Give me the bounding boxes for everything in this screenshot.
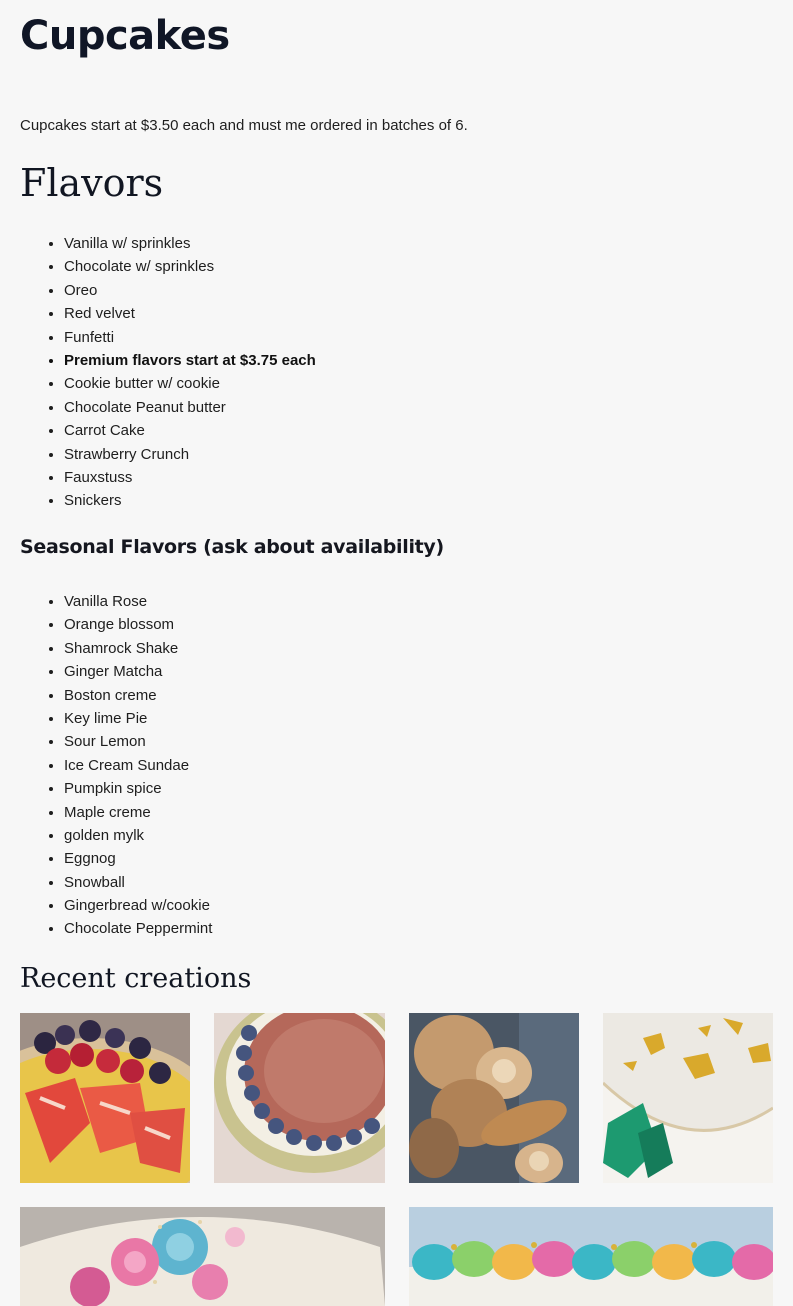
seasonal-flavor-item: • Eggnog (64, 847, 212, 870)
flavor-item: • Fauxstuss (64, 466, 316, 489)
seasonal-flavor-item: • Ginger Matcha (64, 660, 212, 683)
flavor-item: • Snickers (64, 489, 316, 512)
seasonal-flavors-heading: Seasonal Flavors (ask about availability) (20, 536, 444, 558)
flavor-item: • Carrot Cake (64, 419, 316, 442)
gallery-photo-fruit-tart[interactable] (20, 1013, 190, 1183)
page-title: Cupcakes (20, 13, 230, 59)
seasonal-flavor-item: • Boston creme (64, 684, 212, 707)
recent-creations-heading: Recent creations (20, 963, 252, 994)
seasonal-flavor-item: • Sour Lemon (64, 730, 212, 753)
seasonal-flavor-item: • Shamrock Shake (64, 637, 212, 660)
seasonal-flavor-item: • Gingerbread w/cookie (64, 894, 212, 917)
flavors-heading: Flavors (20, 161, 164, 205)
seasonal-flavors-list (20, 590, 212, 941)
gallery-photo-pastel-rosette-cake[interactable] (20, 1207, 385, 1306)
flavor-item: • Oreo (64, 279, 316, 302)
flavor-item: • Vanilla w/ sprinkles (64, 232, 316, 255)
seasonal-flavor-item: • Pumpkin spice (64, 777, 212, 800)
seasonal-flavor-item: • Snowball (64, 871, 212, 894)
gallery-photo-blueberry-tart[interactable] (214, 1013, 385, 1183)
flavor-item: • Red velvet (64, 302, 316, 325)
gallery-photo-cookie-cupcakes[interactable] (409, 1013, 579, 1183)
seasonal-flavor-item: • Ice Cream Sundae (64, 754, 212, 777)
seasonal-flavor-item: • Maple creme (64, 801, 212, 824)
seasonal-flavor-item: • Vanilla Rose (64, 590, 212, 613)
gallery-photo-gold-leaf-cake[interactable] (603, 1013, 773, 1183)
flavor-item: • Strawberry Crunch (64, 443, 316, 466)
flavor-item: • Cookie butter w/ cookie (64, 372, 316, 395)
seasonal-flavor-item: • Chocolate Peppermint (64, 917, 212, 940)
flavors-list (20, 232, 316, 513)
flavor-item: • Chocolate w/ sprinkles (64, 255, 316, 278)
pricing-intro: Cupcakes start at $3.50 each and must me ordered in batches of 6. (20, 117, 468, 134)
premium-flavors-note: • Premium flavors start at $3.75 each (64, 349, 316, 372)
flavor-item: • Funfetti (64, 326, 316, 349)
seasonal-flavor-item: • golden mylk (64, 824, 212, 847)
seasonal-flavor-item: • Key lime Pie (64, 707, 212, 730)
flavor-item: • Chocolate Peanut butter (64, 396, 316, 419)
seasonal-flavor-item: • Orange blossom (64, 613, 212, 636)
gallery-photo-rainbow-cake[interactable] (409, 1207, 773, 1306)
